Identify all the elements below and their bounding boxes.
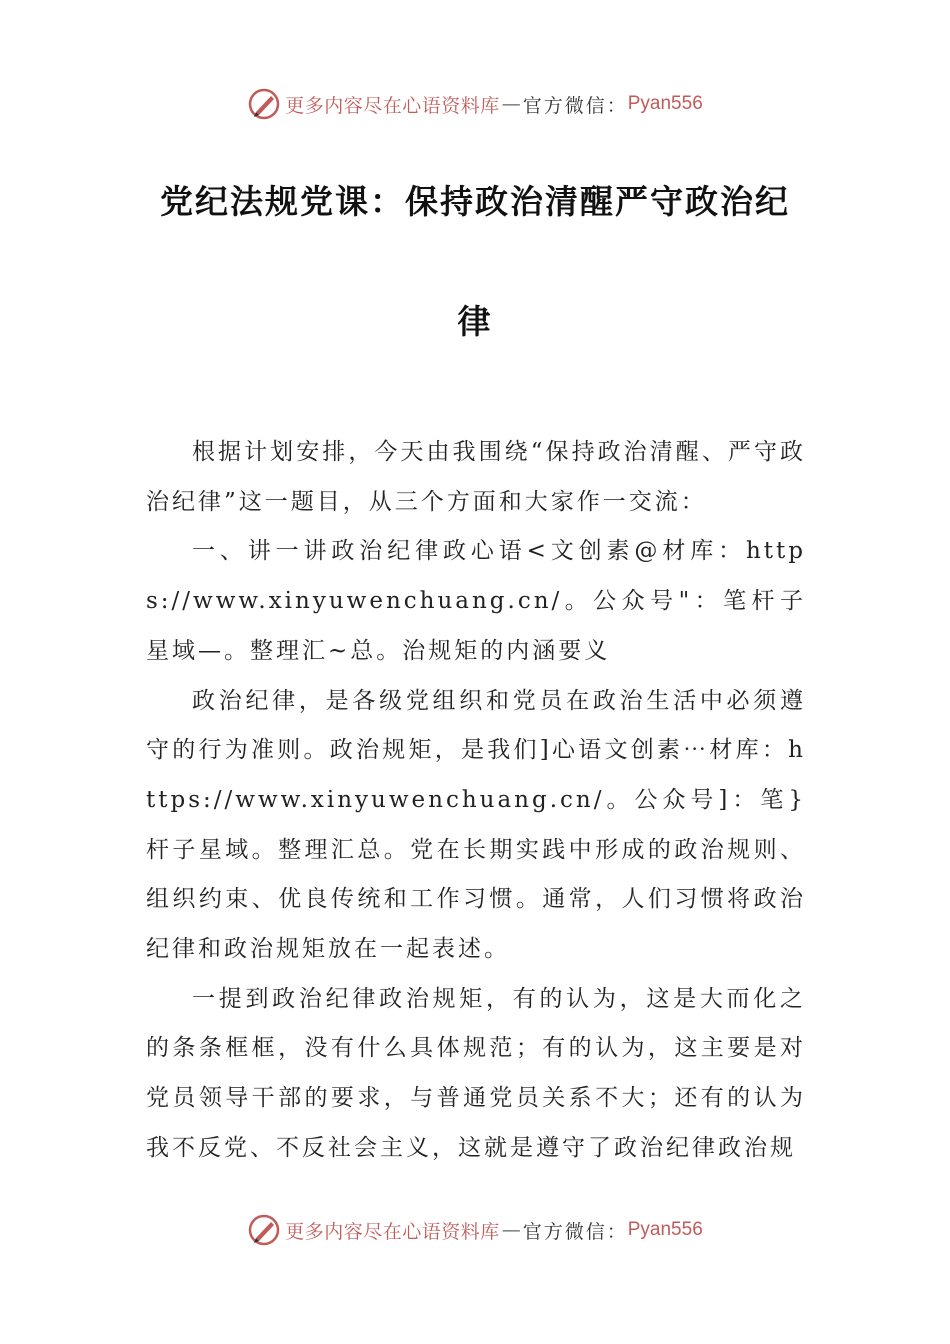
footer-banner (0, 1210, 950, 1250)
banner-wechat-label: 官方微信： (522, 94, 628, 117)
banner-wechat-label: 官方微信： (522, 1220, 628, 1243)
pen-logo-icon (247, 1213, 281, 1247)
pen-logo-icon (247, 87, 281, 121)
paragraph-misconceptions: 一提到政治纪律政治规矩，有的认为，这是大而化之的条条框框，没有什么具体规范；有的认为，这主要是对党员领导干部的要求，与普通党员关系不大；还有的认为我不反党、不反社会主义，这就是遵守了政治纪律政治规 (146, 985, 806, 1161)
banner-slogan: 更多内容尽在心语资料库 (285, 94, 500, 117)
document-body (146, 428, 806, 1174)
banner-separator: — (501, 93, 521, 115)
paragraph-section-heading: 一、讲一讲政治纪律政心语<文创素@材库：https://www.xinyuwenchuang.cn/。公众号"：笔杆子星域—。整理汇~总。治规矩的内涵要义 (146, 538, 806, 664)
paragraph-definition: 政治纪律，是各级党组织和党员在政治生活中必须遵守的行为准则。政治规矩，是我们]心语文创素⋯材库：https://www.xinyuwenchuang.cn/。公众号]：笔}杆子星域。整理汇总。党在长期实践中形成的政治规则、组织约束、优良传统和工作习惯。通常，人们习惯将政治纪律和政治规矩放在一起表述。 (146, 687, 806, 963)
paragraph-intro: 根据计划安排，今天由我围绕“保持政治清醒、严守政治纪律”这一题目，从三个方面和大家作一交流： (146, 439, 806, 515)
document-title-line-2: 律 (457, 302, 493, 341)
header-banner (0, 84, 950, 124)
banner-wechat-id: Pyan556 (627, 1219, 703, 1240)
banner-wechat-id: Pyan556 (627, 93, 703, 114)
banner-slogan: 更多内容尽在心语资料库 (285, 1220, 500, 1243)
document-title-line-1: 党纪法规党课：保持政治清醒严守政治纪 (160, 182, 790, 221)
banner-separator: — (501, 1219, 521, 1241)
